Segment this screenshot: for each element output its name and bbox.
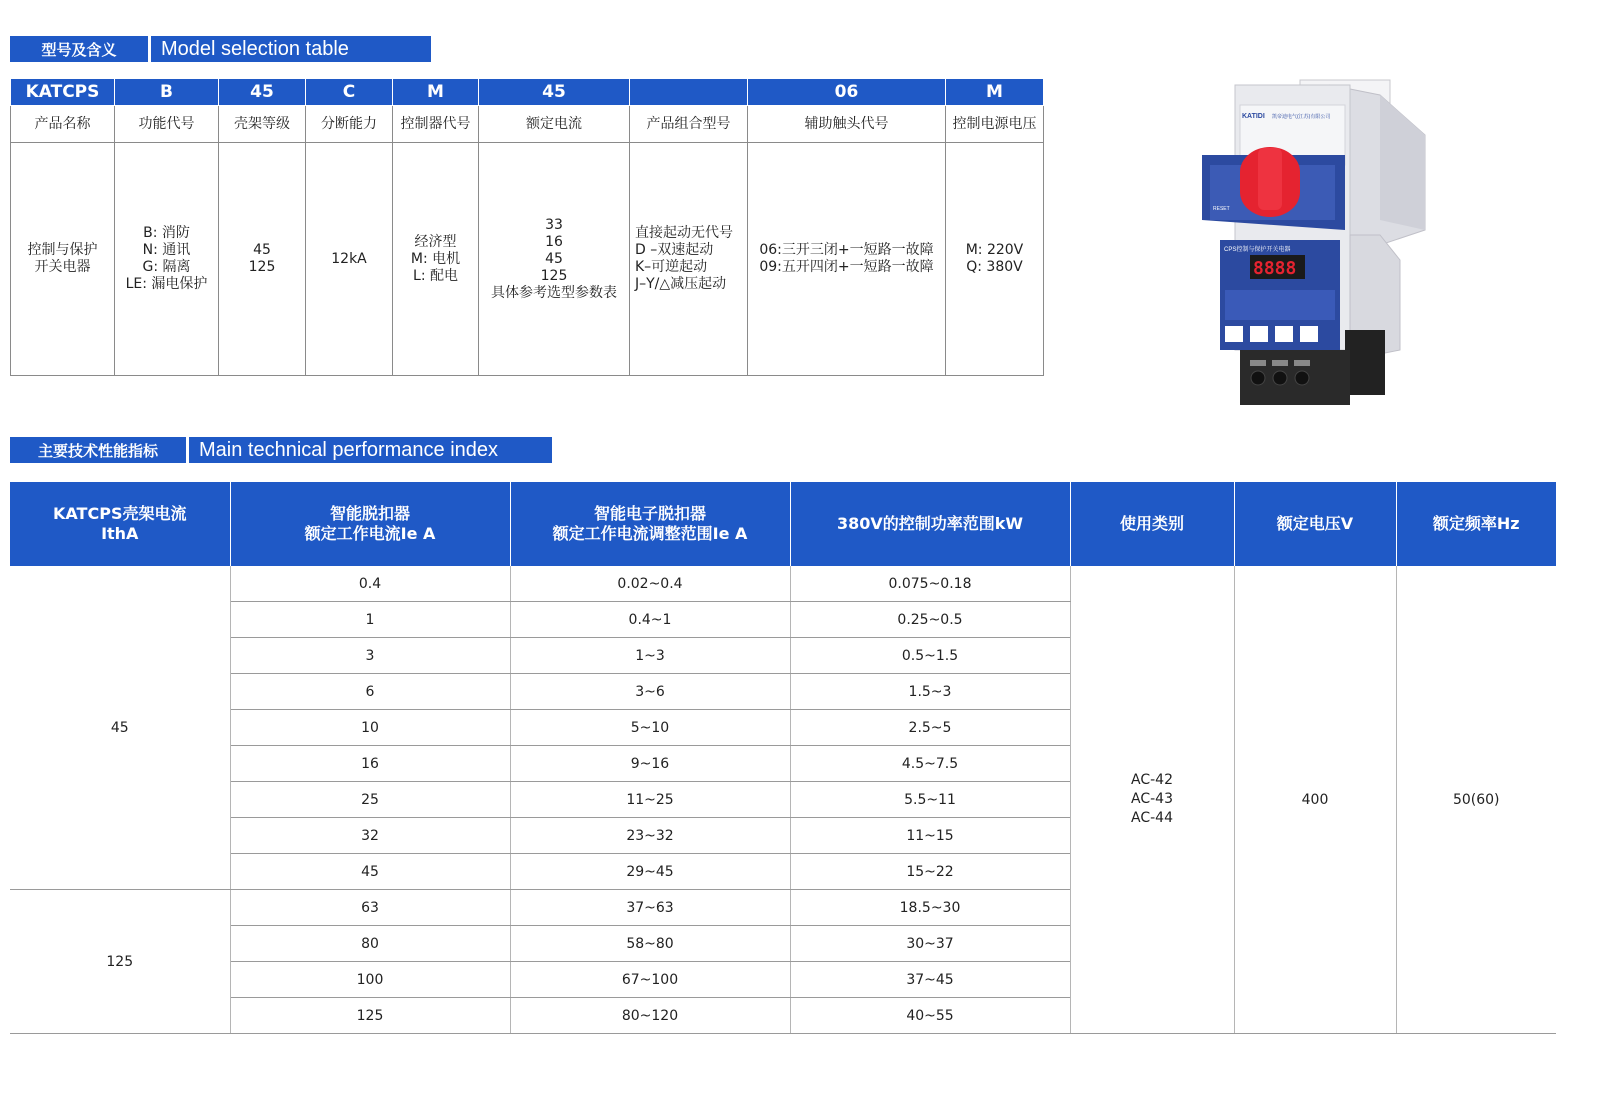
brand-logo: KATIDI [1242,113,1265,120]
adjust-range-cell: 9~16 [510,746,790,782]
label-cell: 产品组合型号 [630,106,748,143]
header-frame-current: KATCPS壳架电流 IthA [10,482,230,566]
rated-current-cell: 32 [230,818,510,854]
header-frequency: 额定频率Hz [1396,482,1556,566]
header-voltage: 额定电压V [1234,482,1396,566]
front-label: CPS控制与保护开关电器 [1224,247,1291,253]
section-header-performance [10,437,552,463]
rated-current-cell: 3 [230,638,510,674]
rated-current-cell: 6 [230,674,510,710]
adjust-range-cell: 1~3 [510,638,790,674]
header-adjust-range: 智能电子脱扣器 额定工作电流调整范围Ie A [510,482,790,566]
power-range-cell: 15~22 [790,854,1070,890]
rated-current-cell: 125 [230,998,510,1034]
voltage-cell: 400 [1234,566,1396,1034]
power-range-cell: 30~37 [790,926,1070,962]
adjust-range-cell: 0.4~1 [510,602,790,638]
code-cell: 45 [479,79,630,106]
label-cell: 控制器代号 [393,106,479,143]
company-name: 凯帝迪电气(江苏)有限公司 [1272,114,1331,120]
power-range-cell: 37~45 [790,962,1070,998]
led-display: 8888 [1253,258,1297,279]
code-cell: KATCPS [11,79,115,106]
label-cell: 辅助触头代号 [748,106,946,143]
rated-current-cell: 0.4 [230,566,510,602]
description-cell: M: 220V Q: 380V [946,143,1044,376]
power-range-cell: 2.5~5 [790,710,1070,746]
rated-current-cell: 1 [230,602,510,638]
adjust-range-cell: 11~25 [510,782,790,818]
section-title-en: Model selection table [151,36,431,62]
label-cell: 分断能力 [306,106,393,143]
frame-current-cell: 125 [10,890,230,1034]
rated-current-cell: 10 [230,710,510,746]
label-cell: 额定电流 [479,106,630,143]
description-cell: 12kA [306,143,393,376]
model-description-row [11,143,1044,376]
power-range-cell: 0.25~0.5 [790,602,1070,638]
frequency-cell: 50(60) [1396,566,1556,1034]
code-cell: M [946,79,1044,106]
section-title-cn: 型号及含义 [10,36,148,62]
power-range-cell: 0.075~0.18 [790,566,1070,602]
label-cell: 产品名称 [11,106,115,143]
code-cell: 45 [219,79,306,106]
rated-current-cell: 16 [230,746,510,782]
code-cell [630,79,748,106]
rated-current-cell: 45 [230,854,510,890]
description-cell: 控制与保护 开关电器 [11,143,115,376]
adjust-range-cell: 37~63 [510,890,790,926]
adjust-range-cell: 67~100 [510,962,790,998]
description-cell: 经济型 M: 电机 L: 配电 [393,143,479,376]
code-cell: M [393,79,479,106]
section-title-cn: 主要技术性能指标 [10,437,186,463]
description-cell: 45 125 [219,143,306,376]
header-rated-current: 智能脱扣器 额定工作电流Ie A [230,482,510,566]
power-range-cell: 11~15 [790,818,1070,854]
label-cell: 功能代号 [115,106,219,143]
description-cell: 33 16 45 125 具体参考选型参数表 [479,143,630,376]
description-cell: B: 消防 N: 通讯 G: 隔离 LE: 漏电保护 [115,143,219,376]
power-range-cell: 18.5~30 [790,890,1070,926]
power-range-cell: 0.5~1.5 [790,638,1070,674]
category-cell: AC-42 AC-43 AC-44 [1070,566,1234,1034]
adjust-range-cell: 0.02~0.4 [510,566,790,602]
reset-label: RESET [1213,206,1230,212]
rated-current-cell: 63 [230,890,510,926]
section-title-en: Main technical performance index [189,437,552,463]
power-range-cell: 1.5~3 [790,674,1070,710]
section-header-model [10,36,431,62]
header-power-range: 380V的控制功率范围kW [790,482,1070,566]
table-row [10,566,1556,602]
label-cell: 控制电源电压 [946,106,1044,143]
model-selection-table [10,78,1044,376]
adjust-range-cell: 58~80 [510,926,790,962]
adjust-range-cell: 23~32 [510,818,790,854]
power-range-cell: 5.5~11 [790,782,1070,818]
adjust-range-cell: 3~6 [510,674,790,710]
performance-table [10,482,1556,1034]
code-cell: C [306,79,393,106]
adjust-range-cell: 5~10 [510,710,790,746]
header-category: 使用类别 [1070,482,1234,566]
performance-header-row [10,482,1556,566]
model-code-row [11,79,1044,106]
label-cell: 壳架等级 [219,106,306,143]
power-range-cell: 4.5~7.5 [790,746,1070,782]
product-image [1180,60,1450,420]
description-cell: 06:三开三闭+一短路一故障 09:五开四闭+一短路一故障 [748,143,946,376]
rated-current-cell: 100 [230,962,510,998]
code-cell: B [115,79,219,106]
description-cell: 直接起动无代号 D –双速起动 K–可逆起动 J–Y/△减压起动 [630,143,748,376]
model-label-row [11,106,1044,143]
rated-current-cell: 80 [230,926,510,962]
adjust-range-cell: 29~45 [510,854,790,890]
adjust-range-cell: 80~120 [510,998,790,1034]
power-range-cell: 40~55 [790,998,1070,1034]
code-cell: 06 [748,79,946,106]
rated-current-cell: 25 [230,782,510,818]
frame-current-cell: 45 [10,566,230,890]
